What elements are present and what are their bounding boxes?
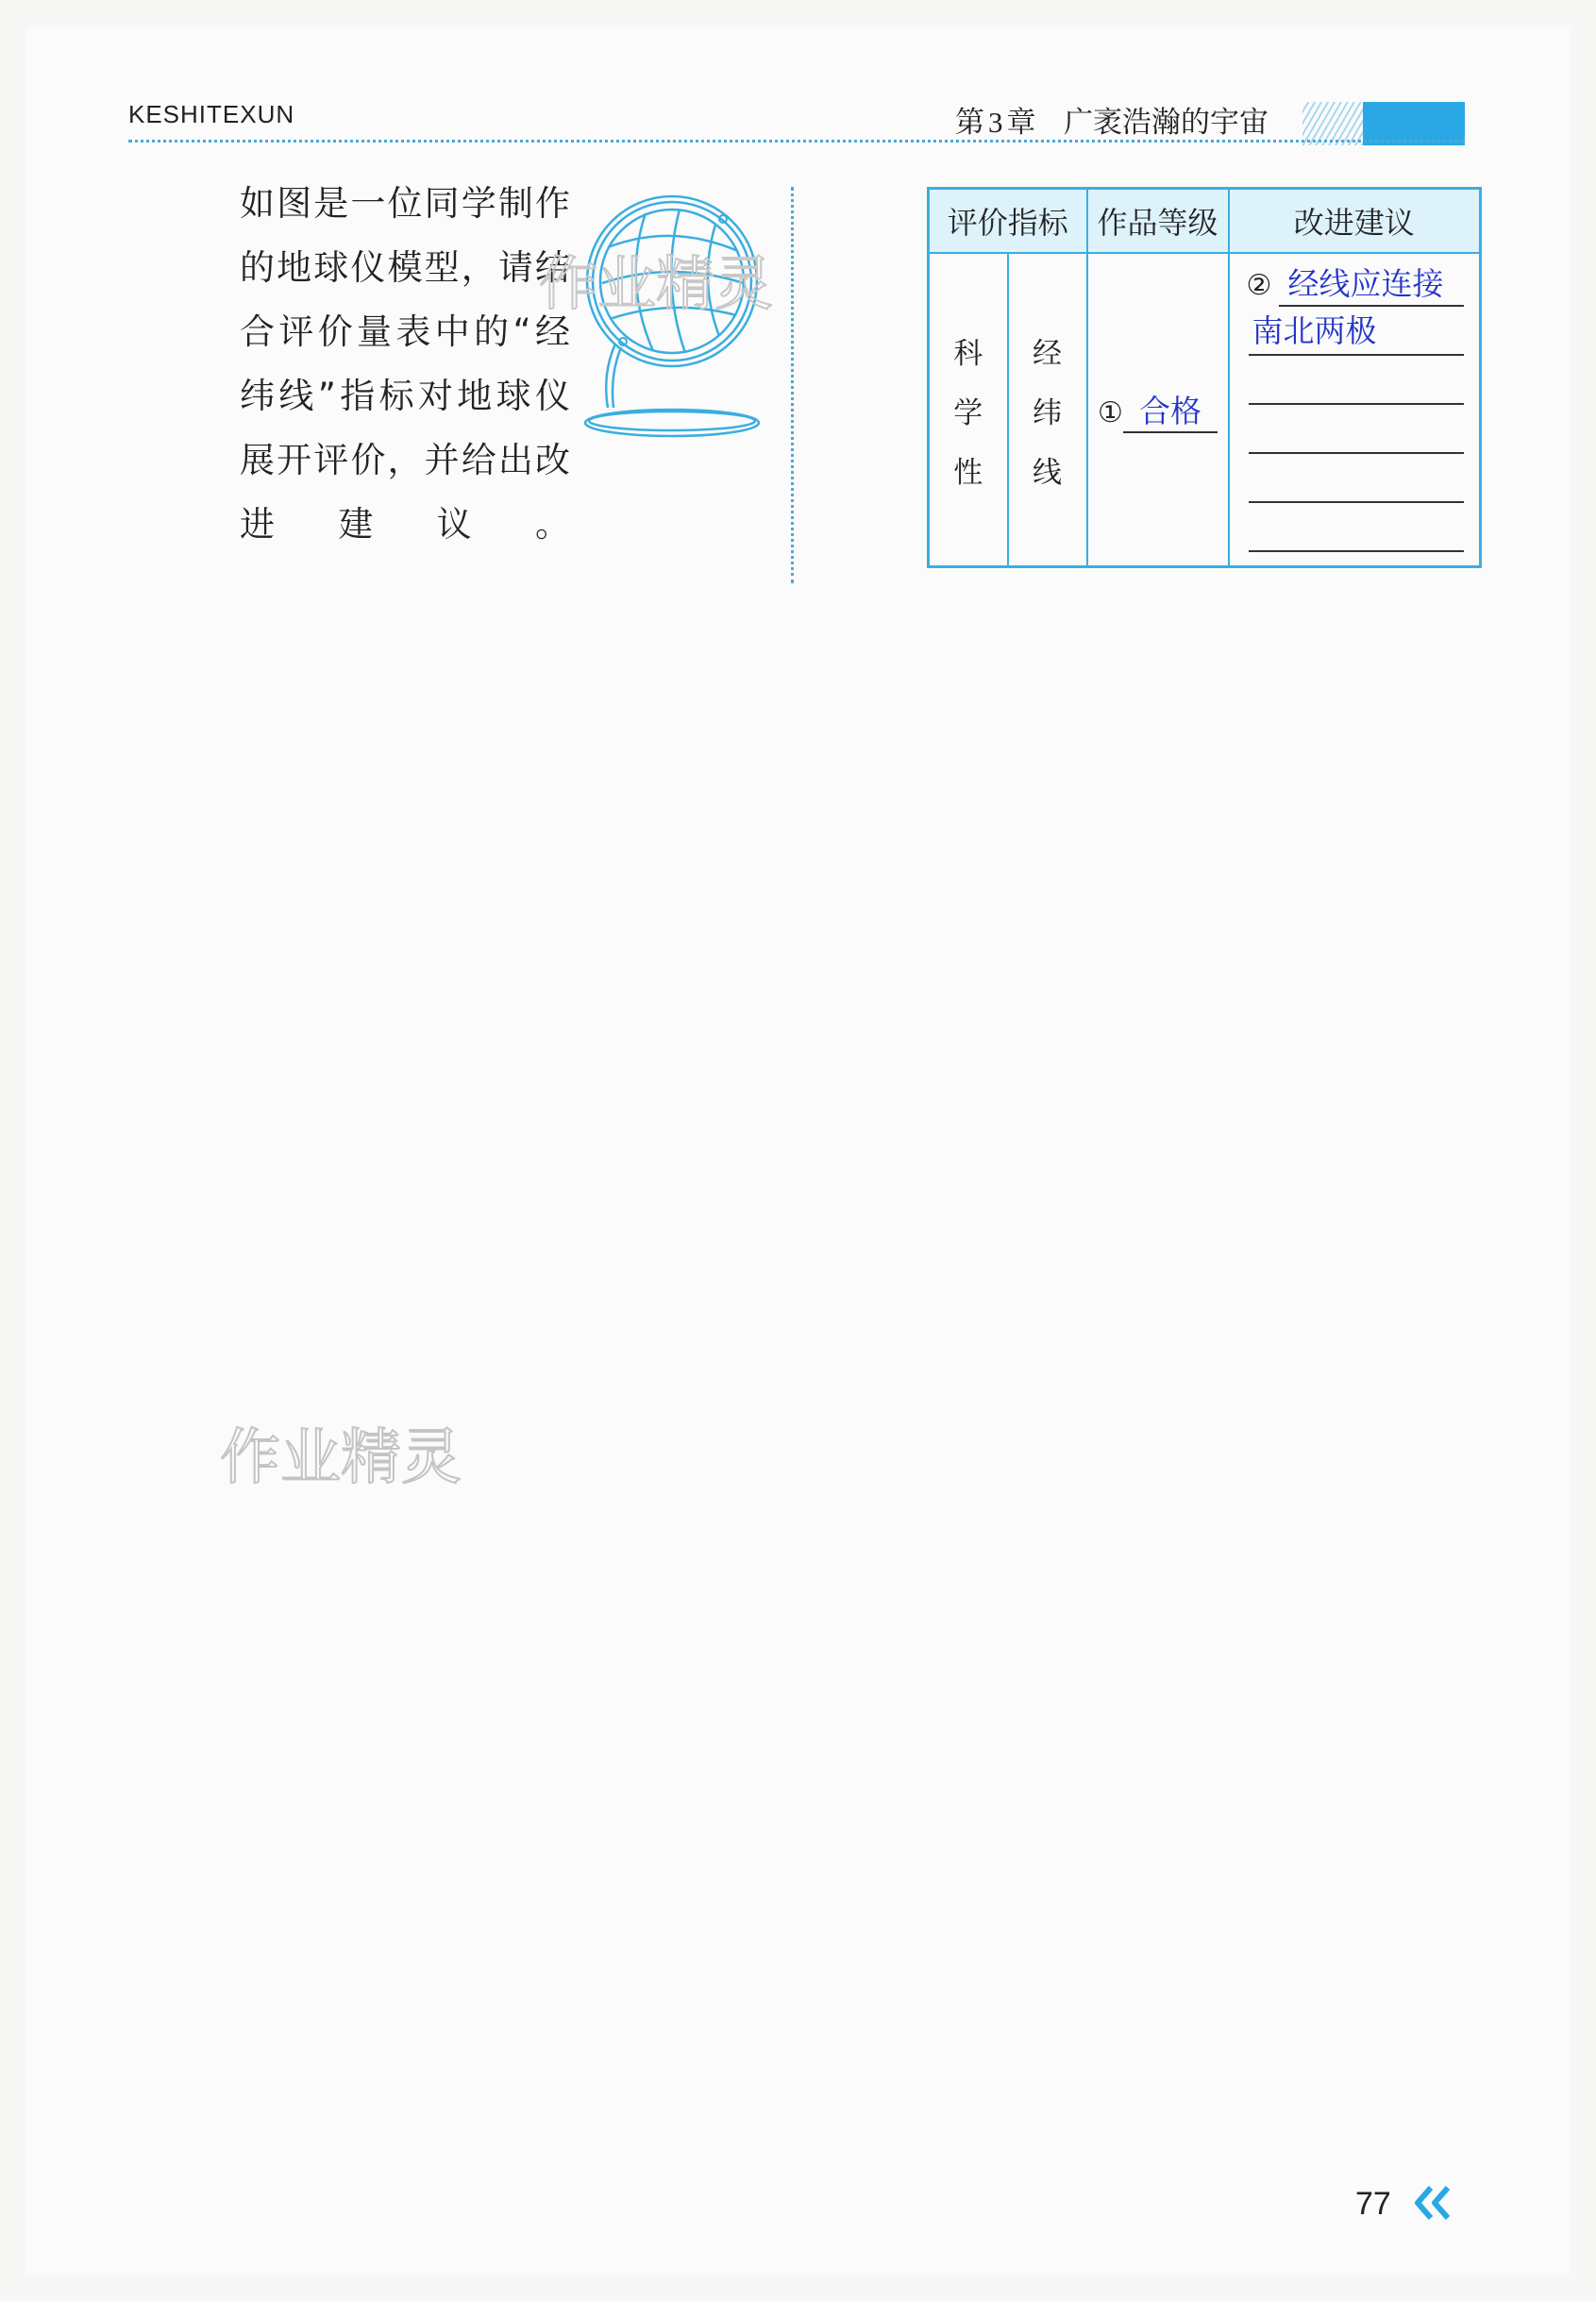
dotted-divider bbox=[791, 187, 794, 583]
advice-cell bbox=[1229, 253, 1481, 567]
category-char: 性 bbox=[953, 455, 983, 490]
answer-line bbox=[1249, 403, 1465, 405]
indicator-char: 经 bbox=[1033, 336, 1062, 371]
double-chevron-left-icon bbox=[1412, 2184, 1453, 2222]
blank2-marker: ② bbox=[1246, 269, 1272, 302]
watermark-stamp bbox=[213, 1416, 468, 1505]
answer-line bbox=[1249, 501, 1465, 503]
header-advice: 改进建议 bbox=[1229, 189, 1481, 254]
chapter-name: 广袤浩瀚的宇宙 bbox=[1064, 106, 1269, 140]
watermark-text: 作业精灵 bbox=[538, 249, 774, 318]
chapter-suffix: 章 bbox=[1006, 106, 1036, 140]
series-label: KESHITEXUN bbox=[128, 100, 295, 128]
answer-line bbox=[1249, 550, 1465, 552]
category-cell bbox=[929, 253, 1008, 567]
indicator-char: 线 bbox=[1033, 455, 1062, 490]
header-dotted-rule bbox=[128, 140, 1465, 143]
grade-cell bbox=[1087, 253, 1229, 567]
chapter-title bbox=[955, 98, 1268, 141]
chapter-number: 3 bbox=[988, 106, 1003, 139]
header-grade: 作品等级 bbox=[1087, 189, 1229, 254]
header-indicator: 评价指标 bbox=[929, 189, 1087, 254]
chapter-prefix: 第 bbox=[955, 106, 984, 140]
watermark-text: 作业精灵 bbox=[220, 1423, 462, 1493]
answer-line bbox=[1249, 452, 1465, 454]
evaluation-table bbox=[927, 187, 1482, 568]
question-text: 如图是一位同学制作的地球仪模型，请结合评价量表中的“经纬线”指标对地球仪展开评价，并给出改进建议。 bbox=[240, 183, 570, 545]
page-number: 77 bbox=[1355, 2186, 1391, 2222]
answer-line bbox=[1249, 354, 1465, 356]
category-char: 学 bbox=[953, 395, 983, 430]
watermark-stamp bbox=[529, 244, 783, 333]
advice-answer-line2: 南北两极 bbox=[1252, 312, 1377, 349]
indicator-char: 纬 bbox=[1033, 395, 1062, 430]
category-char: 科 bbox=[953, 336, 983, 371]
grade-answer: 合格 bbox=[1123, 387, 1218, 433]
indicator-cell bbox=[1008, 253, 1087, 567]
advice-answer-line1: 经线应连接 bbox=[1287, 265, 1444, 302]
blank1-marker: ① bbox=[1098, 395, 1123, 429]
